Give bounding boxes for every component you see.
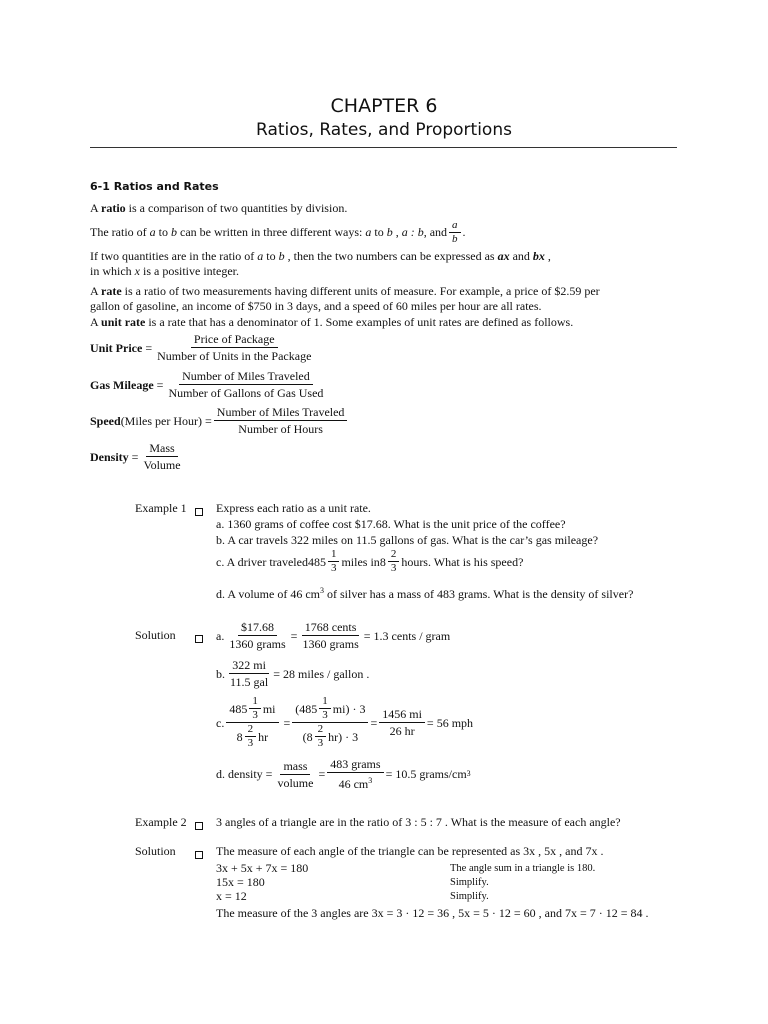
example-1-part-a: a. 1360 grams of coffee cost $17.68. What is the unit price of the coffee? <box>216 517 566 531</box>
solution-1-part-c: c. 485 $\frac{1}{3}$ mi 8 $\frac{2}{3}$ hr = (485 $\frac{1}{3}$ mi) · 3 (8 $\frac{2}{3}$ hr) · 3 = $\frac{1456 mi}{26 hr}$ = 56 mph <box>216 695 474 749</box>
gas-mileage-formula: Gas Mileage = $\frac{\text{Number of Miles Traveled}}{\text{Number of Gallons of Gas Used}}$ <box>90 369 324 400</box>
solution-2-step-1-eq: 3x + 5x + 7x = 180 <box>216 861 309 875</box>
rate-definition-line-1: A rate is a ratio of two measurements having different units of measure. For example, a price of $2.59 per <box>90 284 600 298</box>
example-2-label: Example 2 <box>135 815 187 829</box>
header-rule <box>90 147 677 148</box>
solution-2-step-2-note: Simplify. <box>450 877 489 888</box>
solution-2-intro: The measure of each angle of the triangle can be represented as 3x , 5x , and 7x . <box>216 844 604 858</box>
example-1-prompt: Express each ratio as a unit rate. <box>216 501 371 515</box>
solution-2-step-3-note: Simplify. <box>450 891 489 902</box>
ratio-fraction: $\frac{a}{b}$ <box>449 220 461 245</box>
solution-1-part-b: b. $\frac{322 mi}{\text{11.5 gal}}$ = 28 miles / gallon . <box>216 658 370 689</box>
ratio-forms-line: The ratio of a to b can be written in three different ways: a to b , a : b , and $\frac{a}{b}$ . <box>90 218 466 245</box>
example-1-part-d: d. A volume of 46 $cm^3$ of silver has a mass of 483 grams. What is the density of silver? <box>216 586 634 601</box>
bullet-square-icon <box>195 848 203 862</box>
chapter-number: CHAPTER 6 <box>330 95 438 117</box>
solution-2-step-2-eq: 15x = 180 <box>216 875 265 889</box>
density-formula: Density = $\frac{\text{Mass}}{\text{Volume}}$ <box>90 441 181 472</box>
speed-fraction-2: (485 $\frac{1}{3}$ mi) · 3 (8 $\frac{2}{3}$ hr) · 3 <box>292 696 368 749</box>
example-1-part-c: c. A driver traveled 485 $\frac{1}{3}$ miles in 8 $\frac{2}{3}$ hours. What is his speed? <box>216 548 524 574</box>
solution-2-label: Solution <box>135 844 176 858</box>
solution-2-step-1-note: The angle sum in a triangle is 180. <box>450 863 596 874</box>
unit-rate-definition: A unit rate is a rate that has a denominator of 1. Some examples of unit rates are defined as follows. <box>90 315 574 329</box>
example-1-part-b: b. A car travels 322 miles on 11.5 gallons of gas. What is the car’s gas mileage? <box>216 533 599 547</box>
ratio-expression-line-1: If two quantities are in the ratio of a to b , then the two numbers can be expressed as ax and bx , <box>90 249 551 263</box>
speed-fraction-1: 485 $\frac{1}{3}$ mi 8 $\frac{2}{3}$ hr <box>226 696 278 749</box>
speed-formula: Speed (Miles per Hour) = $\frac{\text{Number of Miles Traveled}}{\text{Number of Hours}}$ <box>90 405 349 436</box>
bullet-square-icon <box>195 819 203 833</box>
solution-1-part-a: a. $\frac{\$17.68}{\text{1360 grams}}$ = $\frac{\text{1768 cents}}{\text{1360 grams}}$ = 1.3 cents / gram <box>216 620 451 651</box>
bullet-square-icon <box>195 505 203 519</box>
example-1-label: Example 1 <box>135 501 187 515</box>
solution-1-part-d: d. density = $\frac{\text{mass}}{\text{volume}}$ = $\frac{\text{483 grams}}{46 cm^3}$ = 10.5 grams/cm 3 <box>216 757 471 791</box>
unit-price-formula: Unit Price = $\frac{\text{Price of Package}}{\text{Number of Units in the Package}}$ <box>90 332 312 363</box>
ratio-expression-line-2: in which x is a positive integer. <box>90 264 239 278</box>
chapter-title: Ratios, Rates, and Proportions <box>256 120 512 140</box>
example-2-prompt: 3 angles of a triangle are in the ratio of 3 : 5 : 7 . What is the measure of each angle? <box>216 815 621 829</box>
solution-2-step-3-eq: x = 12 <box>216 889 247 903</box>
rate-definition-line-2: gallon of gasoline, an income of $750 in 3 days, and a speed of 60 miles per hour are all rates. <box>90 299 542 313</box>
bullet-square-icon <box>195 632 203 646</box>
solution-2-conclusion: The measure of the 3 angles are 3x = 3 · 12 = 36 , 5x = 5 · 12 = 60 , and 7x = 7 · 12 = 84 . <box>216 906 649 920</box>
section-heading: 6-1 Ratios and Rates <box>90 180 219 193</box>
ratio-definition: A ratio is a comparison of two quantities by division. <box>90 201 348 215</box>
solution-1-label: Solution <box>135 628 176 642</box>
